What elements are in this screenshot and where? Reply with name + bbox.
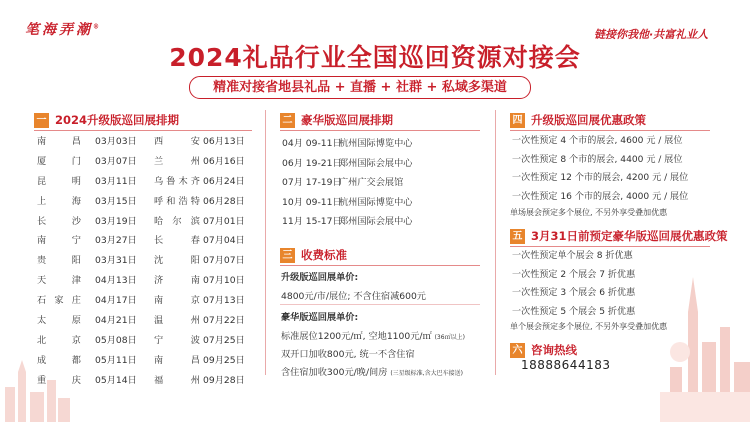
city-name: 重庆 [37, 374, 81, 386]
table-row [37, 291, 259, 311]
list-item: 一次性预定 4 个市的展会, 4600 元 / 展位 [512, 136, 683, 146]
list-item: 一次性预定 12 个市的展会, 4200 元 / 展位 [512, 173, 689, 184]
subtitle-banner: 精准对接省地县礼品 + 直播 + 社群 + 私域多渠道 [189, 76, 531, 99]
upgrade-fee-price: 4800元/市/展位; 不含住宿减600元 [281, 291, 426, 302]
event-date: 03月03日 [95, 136, 137, 147]
event-date: 06月 19-21日 [282, 157, 342, 169]
city-name: 济南 [154, 275, 200, 287]
divider-left [265, 110, 266, 375]
section-title: 豪华版巡回展排期 [301, 113, 393, 127]
section-underline [280, 265, 480, 266]
city-name: 上海 [37, 195, 81, 207]
event-date: 03月19日 [95, 215, 137, 227]
upgrade-fee-label: 升级版巡回展单价: [281, 272, 359, 283]
list-item: 一次性预定 8 个市的展会, 4400 元 / 展位 [512, 154, 683, 165]
city-name: 太原 [37, 315, 81, 327]
event-date: 04月 09-11日 [282, 138, 342, 149]
table-row [37, 311, 259, 331]
section-underline [34, 130, 252, 131]
section-luxury-schedule-header [280, 112, 393, 128]
city-name: 乌鲁木齐 [154, 175, 200, 187]
event-date: 07月01日 [203, 215, 245, 227]
city-name: 南京 [154, 295, 200, 307]
table-row [37, 251, 259, 271]
city-name: 贵阳 [37, 255, 81, 267]
city-name: 石家庄 [37, 295, 81, 307]
upgrade-discount-note: 单场展会预定多个展位, 不另外享受叠加优惠 [510, 208, 668, 217]
section-number: 五 [510, 229, 525, 244]
list-item [282, 212, 482, 232]
event-date: 03月11日 [95, 175, 137, 187]
section-hotline-header [510, 342, 577, 358]
list-item: 一次性预定 3 个展会 6 折优惠 [512, 288, 636, 299]
section-fees-header [280, 247, 347, 263]
slogan: 链接你我他·共富礼业人 [594, 28, 709, 41]
luxury-fee-label: 豪华版巡回展单价: [281, 312, 359, 323]
section-title: 2024升级版巡回展排期 [55, 113, 180, 127]
event-date: 07月13日 [203, 295, 245, 307]
section-number: 六 [510, 343, 525, 358]
city-name: 南昌 [154, 354, 200, 366]
section-underline [510, 130, 710, 131]
section-number: 四 [510, 113, 525, 128]
list-item: 一次性预定 16 个市的展会, 4000 元 / 展位 [512, 191, 689, 202]
section-upgrade-discount-header [510, 112, 646, 128]
list-item [282, 173, 482, 193]
table-row [37, 331, 259, 351]
luxury-schedule-list [282, 134, 482, 232]
city-name: 昆明 [37, 175, 81, 187]
city-name: 厦门 [37, 155, 81, 167]
city-name: 宁波 [154, 334, 200, 346]
event-date: 04月17日 [95, 295, 137, 307]
city-name: 兰州 [154, 155, 200, 167]
upgrade-discount-list [512, 132, 722, 206]
table-row [37, 192, 259, 212]
event-date: 09月28日 [203, 374, 245, 386]
city-name: 南昌 [37, 136, 81, 147]
event-date: 06月28日 [203, 195, 245, 207]
city-name: 成都 [37, 354, 81, 366]
event-date: 07月07日 [203, 255, 245, 267]
event-date: 09月25日 [203, 354, 245, 366]
event-date: 05月14日 [95, 374, 137, 386]
event-date: 05月08日 [95, 334, 137, 346]
table-row [37, 371, 259, 391]
event-date: 07月10日 [203, 275, 245, 287]
table-row [37, 231, 259, 251]
city-name: 福州 [154, 374, 200, 386]
city-name: 长沙 [37, 215, 81, 227]
section-number: 一 [34, 113, 49, 128]
list-item: 一次性预定单个展会 8 折优惠 [512, 251, 633, 261]
event-venue: 郑州国际会展中心 [339, 216, 413, 227]
table-row [37, 271, 259, 291]
table-row [37, 152, 259, 172]
event-date: 07月04日 [203, 235, 245, 247]
section-luxury-discount-header [510, 228, 728, 244]
list-item: 一次性预定 5 个展会 5 折优惠 [512, 306, 636, 317]
brand-logo: 笔海弄潮® [25, 22, 102, 38]
event-date: 06月13日 [203, 136, 245, 147]
event-date: 04月13日 [95, 275, 137, 287]
section-title: 收费标准 [301, 248, 347, 262]
list-item [282, 154, 482, 174]
event-venue: 杭州国际博览中心 [339, 138, 413, 149]
table-row [37, 212, 259, 232]
section-number: 三 [280, 248, 295, 263]
event-date: 03月07日 [95, 155, 137, 167]
page-title: 2024礼品行业全国巡回资源对接会 [169, 43, 581, 72]
city-name: 哈尔滨 [154, 215, 200, 227]
event-venue: 杭州国际博览中心 [339, 196, 413, 208]
luxury-fee-booth: 标准展位1200元/㎡, 空地1100元/㎡ (36㎡以上) [281, 331, 465, 342]
divider-right [495, 110, 496, 375]
luxury-fee-lodging: 含住宿加收300元/晚/间房 (三星级标准,含大巴车接送) [281, 367, 463, 378]
event-date: 07月22日 [203, 315, 245, 327]
city-name: 温州 [154, 315, 200, 327]
table-row [37, 132, 259, 152]
table-row [37, 351, 259, 371]
section-number: 二 [280, 113, 295, 128]
city-name: 西安 [154, 136, 200, 147]
city-name: 沈阳 [154, 255, 200, 267]
event-venue: 郑州国际会展中心 [339, 157, 413, 169]
section-title: 升级版巡回展优惠政策 [531, 113, 646, 127]
event-date: 07月 17-19日 [282, 177, 342, 188]
event-date: 06月24日 [203, 175, 245, 187]
event-date: 07月25日 [203, 334, 245, 346]
event-date: 04月21日 [95, 315, 137, 327]
section-title: 咨询热线 [531, 343, 577, 357]
fee-divider [280, 304, 480, 305]
section-upgrade-schedule-header [34, 112, 179, 128]
event-date: 10月 09-11日 [282, 196, 342, 208]
event-venue: 广州广交会展馆 [339, 177, 404, 188]
section-title: 3月31日前预定豪华版巡回展优惠政策 [531, 229, 728, 243]
luxury-fee-corner: 双开口加收800元, 统一不含住宿 [281, 349, 415, 360]
section-underline [280, 130, 480, 131]
hotline-number[interactable]: 18888644183 [521, 358, 611, 372]
list-item [282, 193, 482, 213]
event-date: 06月16日 [203, 155, 245, 167]
upgrade-schedule-table [37, 132, 259, 391]
city-name: 南宁 [37, 235, 81, 247]
event-date: 03月15日 [95, 195, 137, 207]
event-date: 03月31日 [95, 255, 137, 267]
event-date: 11月 15-17日 [282, 216, 342, 227]
luxury-discount-note: 单个展会预定多个展位, 不另外享受叠加优惠 [510, 322, 668, 331]
list-item [282, 134, 482, 154]
city-name: 天津 [37, 275, 81, 287]
event-date: 05月11日 [95, 354, 137, 366]
luxury-discount-list [512, 247, 722, 321]
event-date: 03月27日 [95, 235, 137, 247]
city-name: 呼和浩特 [154, 195, 200, 207]
city-name: 长春 [154, 235, 200, 247]
table-row [37, 172, 259, 192]
list-item: 一次性预定 2 个展会 7 折优惠 [512, 269, 636, 280]
city-name: 北京 [37, 334, 81, 346]
